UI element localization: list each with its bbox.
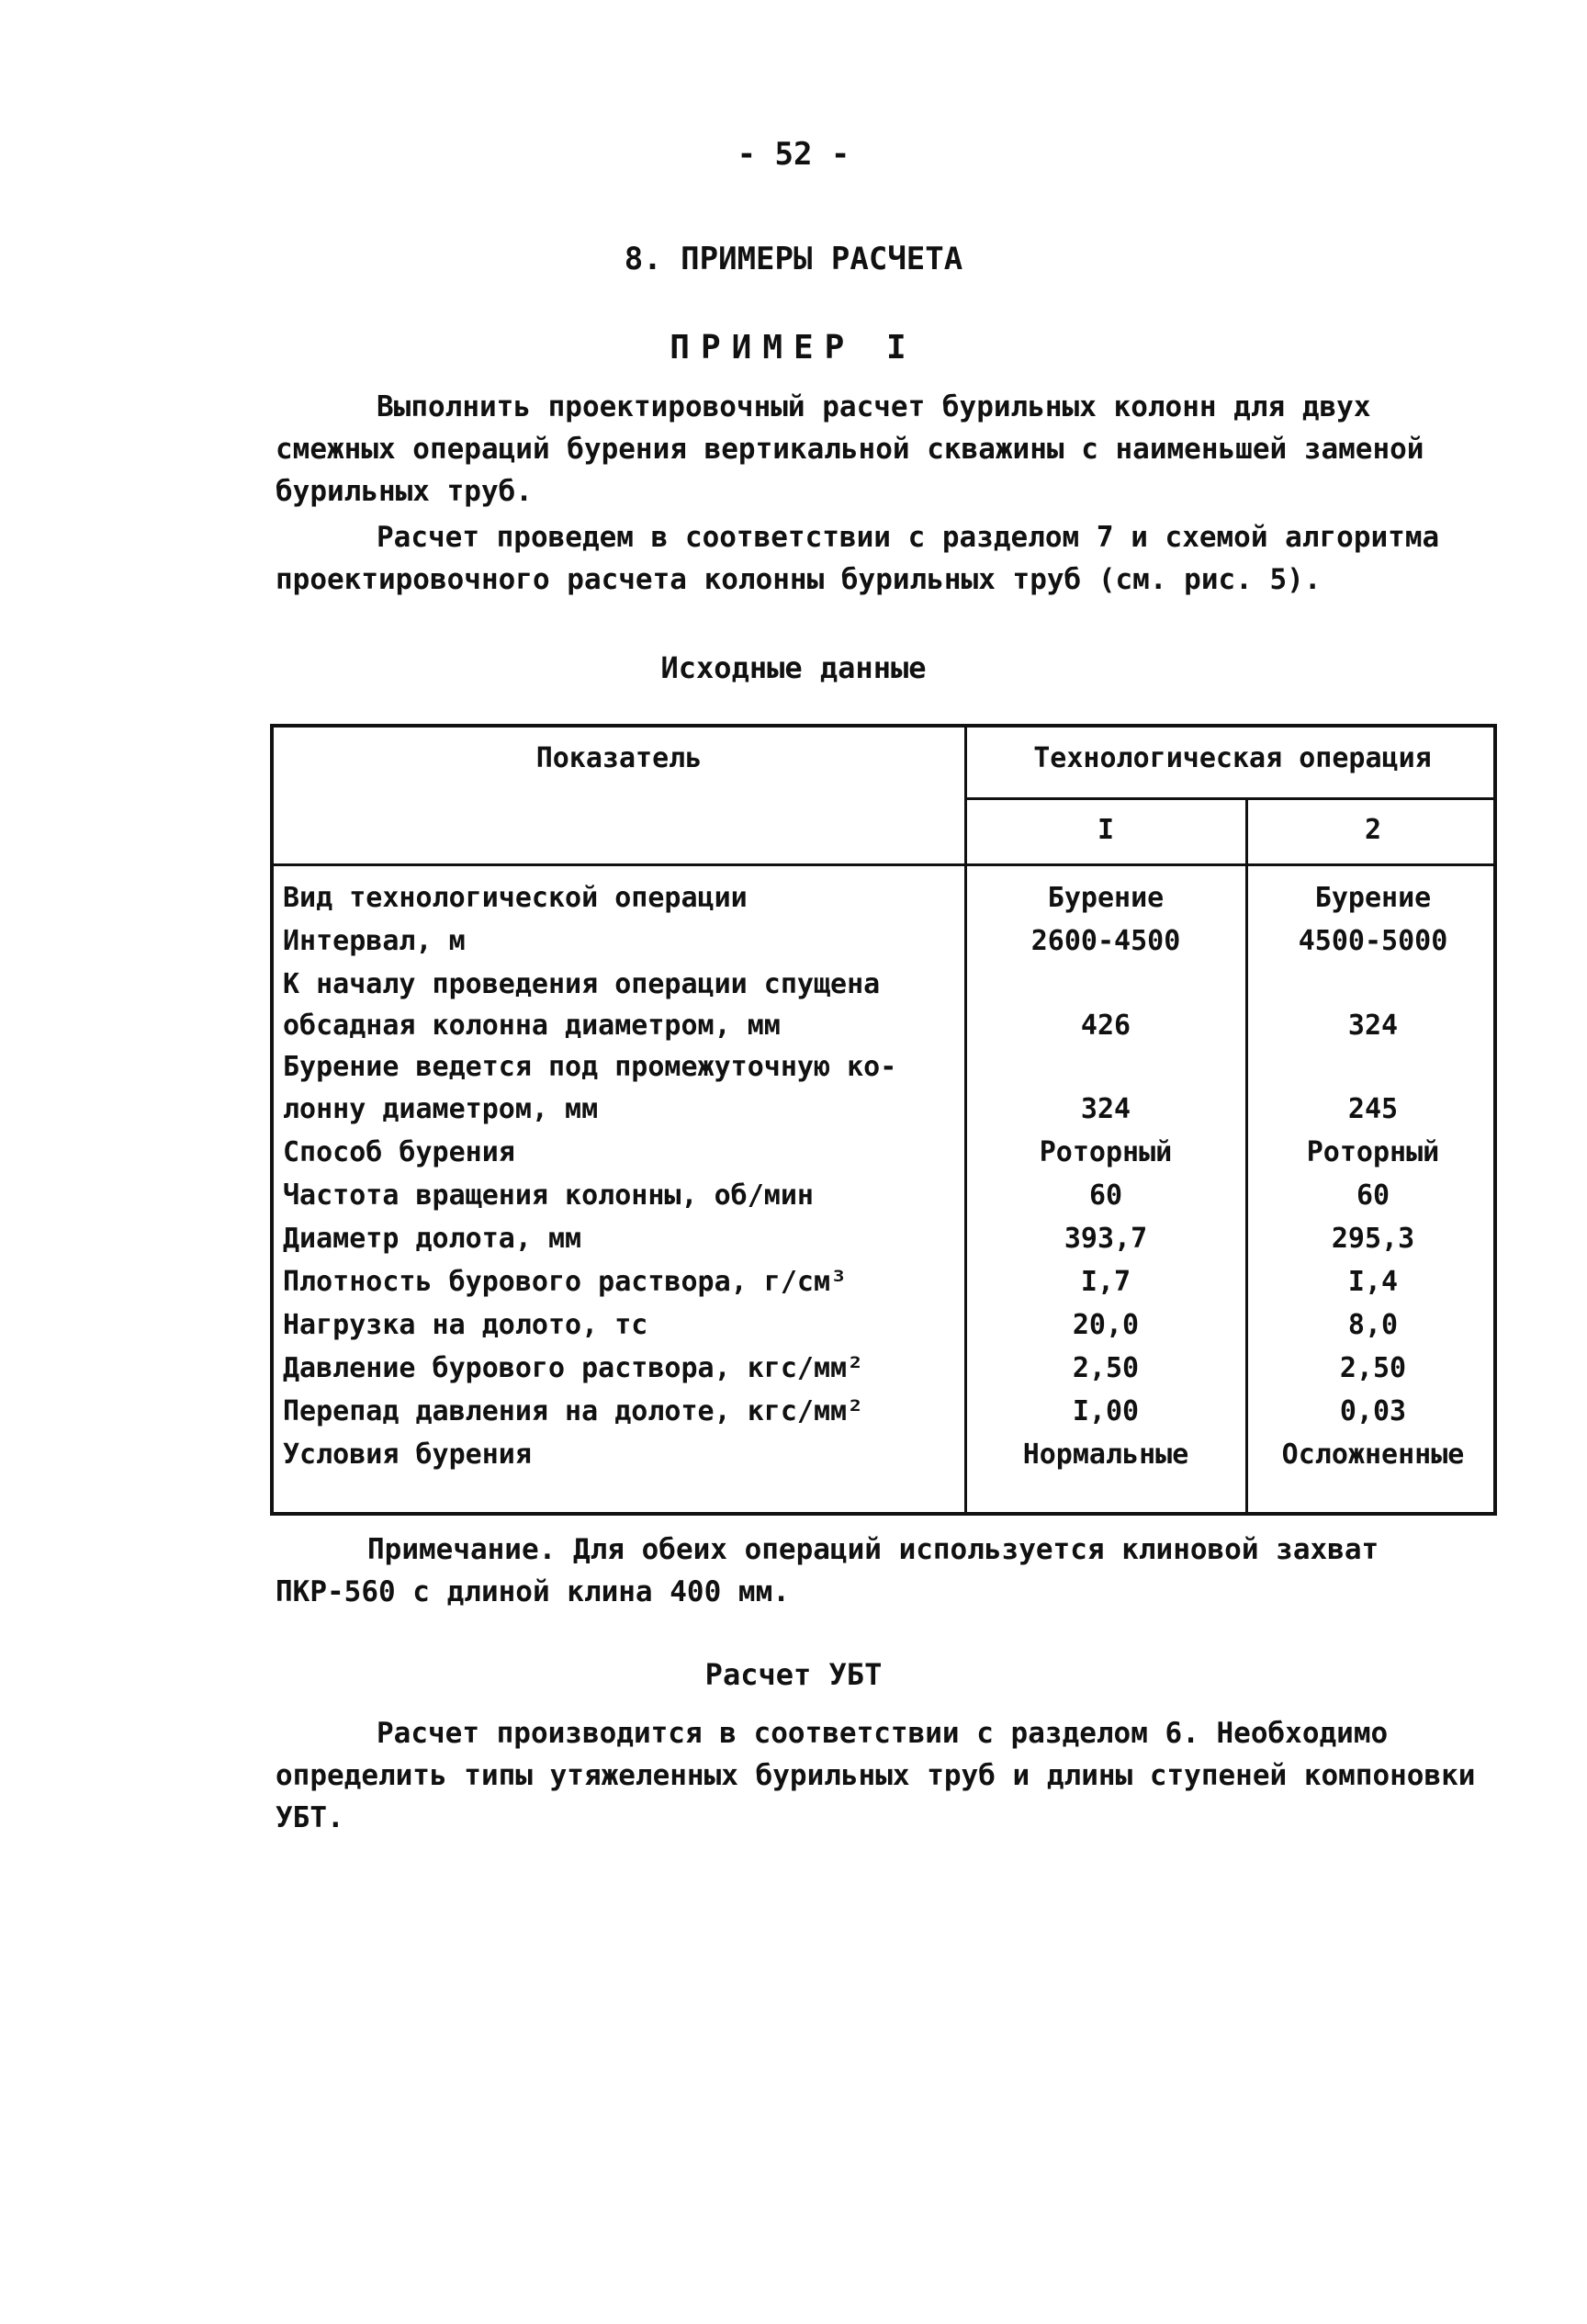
row-value-op1: 426 (1080, 1010, 1131, 1042)
row-value-op2: 0,03 (1339, 1395, 1407, 1427)
table-caption: Исходные данные (660, 650, 927, 685)
row-value-op1: 2,50 (1072, 1352, 1140, 1384)
row-label: Условия бурения (283, 1438, 532, 1471)
initial-data-table (270, 724, 1497, 1516)
row-label: Бурение ведется под промежуточную ко- (283, 1051, 897, 1083)
section-title: 8. ПРИМЕРЫ РАСЧЕТА (624, 241, 963, 277)
table-row (274, 1352, 1501, 1395)
table-row (274, 1051, 1501, 1094)
row-label: Вид технологической операции (283, 882, 748, 914)
header-bottom-line (274, 863, 1497, 866)
row-value-op2: 4500-5000 (1298, 925, 1448, 957)
table-row (274, 1010, 1501, 1053)
paragraph-calc: Расчет производится в соответствии с разделом 6. Необходимо определить типы утяжеленных бурильных труб и длины ступеней компоновки УБТ. (276, 1717, 1476, 1834)
row-value-op1: 393,7 (1064, 1223, 1148, 1255)
table-row (274, 1136, 1501, 1179)
row-label: Давление бурового раствора, кгс/мм² (283, 1352, 864, 1384)
row-label: К началу проведения операции спущена (283, 968, 881, 1000)
page-number: - 52 - (737, 136, 850, 173)
paragraph-task: Выполнить проектировочный расчет бурильных колонн для двух смежных операций бурения вертикальной скважины с наименьшей заменой бурильных труб. (276, 390, 1424, 508)
row-value-op2: 60 (1356, 1179, 1390, 1212)
table-row (274, 1179, 1501, 1223)
header-operation: Технологическая операция (1033, 742, 1432, 774)
table-row (274, 1395, 1501, 1438)
row-value-op2: 324 (1347, 1010, 1399, 1042)
row-value-op2: 295,3 (1331, 1223, 1415, 1255)
row-value-op2: Осложненные (1281, 1438, 1465, 1471)
row-value-op1: 2600-4500 (1030, 925, 1181, 957)
table-row (274, 1093, 1501, 1136)
row-label: обсадная колонна диаметром, мм (283, 1010, 781, 1042)
row-label: Перепад давления на долоте, кгс/мм² (283, 1395, 864, 1427)
row-value-op1: I,7 (1080, 1266, 1131, 1298)
calc-heading: Расчет УБТ (704, 1657, 883, 1692)
row-label: Частота вращения колонны, об/мин (283, 1179, 814, 1212)
table-row (274, 1266, 1501, 1309)
row-label: Диаметр долота, мм (283, 1223, 582, 1255)
row-value-op1: I,00 (1072, 1395, 1140, 1427)
table-note: Примечание. Для обеих операций используется клиновой захват ПКР-560 с длиной клина 400 мм. (276, 1533, 1379, 1608)
table-row (274, 968, 1501, 1011)
row-value-op1: 20,0 (1072, 1309, 1140, 1341)
row-value-op2: 245 (1347, 1093, 1399, 1125)
header-col2: 2 (1364, 814, 1382, 846)
header-subdivider (964, 797, 1497, 800)
row-value-op2: Роторный (1306, 1136, 1440, 1168)
row-value-op2: 2,50 (1339, 1352, 1407, 1384)
row-label: Плотность бурового раствора, г/см³ (283, 1266, 848, 1298)
header-indicator: Показатель (535, 742, 703, 774)
row-value-op2: 8,0 (1347, 1309, 1399, 1341)
row-label: Способ бурения (283, 1136, 515, 1168)
row-label: Нагрузка на долото, тс (283, 1309, 648, 1341)
row-value-op2: Бурение (1314, 882, 1432, 914)
header-col1: I (1097, 814, 1115, 846)
table-row (274, 925, 1501, 968)
row-value-op1: Роторный (1039, 1136, 1173, 1168)
paragraph-method: Расчет проведем в соответствии с разделом 7 и схемой алгоритма проектировочного расчета колонны бурильных труб (см. рис. 5). (276, 521, 1440, 596)
table-row (274, 882, 1501, 925)
row-value-op1: 324 (1080, 1093, 1131, 1125)
row-label: лонну диаметром, мм (283, 1093, 599, 1125)
table-row (274, 1223, 1501, 1266)
example-title: ПРИМЕР I (670, 329, 917, 367)
table-row (274, 1309, 1501, 1352)
row-value-op1: Нормальные (1022, 1438, 1189, 1471)
row-value-op1: 60 (1088, 1179, 1123, 1212)
row-value-op1: Бурение (1047, 882, 1165, 914)
row-value-op2: I,4 (1347, 1266, 1399, 1298)
row-label: Интервал, м (283, 925, 466, 957)
table-row (274, 1438, 1501, 1482)
